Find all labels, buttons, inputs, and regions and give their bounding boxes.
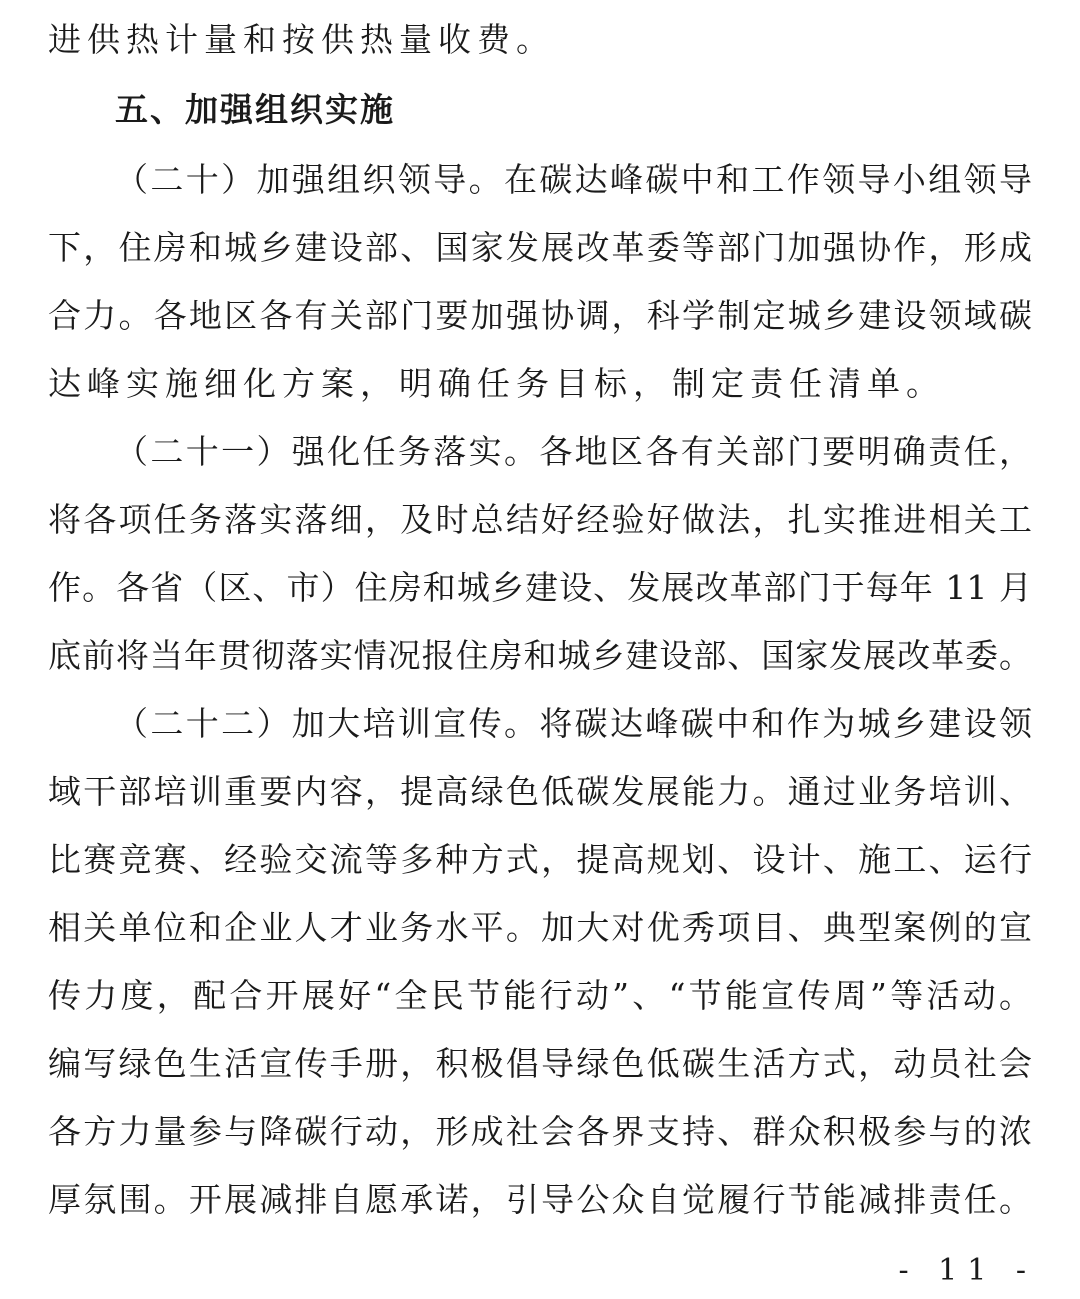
text-line-4: 合力。各地区各有关部门要加强协调，科学制定城乡建设领域碳: [48, 296, 1032, 335]
text-line-14: 传力度，配合开展好“全民节能行动”、“节能宣传周”等活动。: [48, 976, 1032, 1015]
section-heading: 五、加强组织实施: [115, 90, 395, 129]
text-line-13: 相关单位和企业人才业务水平。加大对优秀项目、典型案例的宣: [48, 908, 1032, 947]
text-line-11: 域干部培训重要内容，提高绿色低碳发展能力。通过业务培训、: [48, 772, 1032, 811]
text-line-15: 编写绿色生活宣传手册，积极倡导绿色低碳生活方式，动员社会: [48, 1044, 1032, 1083]
text-line-16: 各方力量参与降碳行动，形成社会各界支持、群众积极参与的浓: [48, 1112, 1032, 1151]
text-line-9: 底前将当年贯彻落实情况报住房和城乡建设部、国家发展改革委。: [48, 636, 1032, 675]
text-line-6: （二十一）强化任务落实。各地区各有关部门要明确责任，: [115, 432, 1032, 471]
text-line-1: 进供热计量和按供热量收费。: [48, 20, 555, 59]
text-line-10: （二十二）加大培训宣传。将碳达峰碳中和作为城乡建设领: [115, 704, 1032, 743]
text-line-12: 比赛竞赛、经验交流等多种方式，提高规划、设计、施工、运行: [48, 840, 1032, 879]
text-line-3: 下，住房和城乡建设部、国家发展改革委等部门加强协作，形成: [48, 228, 1032, 267]
text-line-8: 作。各省（区、市）住房和城乡建设、发展改革部门于每年 11 月: [48, 568, 1032, 607]
text-line-2: （二十）加强组织领导。在碳达峰碳中和工作领导小组领导: [115, 160, 1032, 199]
text-line-5: 达峰实施细化方案，明确任务目标，制定责任清单。: [48, 364, 945, 403]
text-line-7: 将各项任务落实落细，及时总结好经验好做法，扎实推进相关工: [48, 500, 1032, 539]
page-number: - 11 -: [898, 1253, 1036, 1288]
text-line-17: 厚氛围。开展减排自愿承诺，引导公众自觉履行节能减排责任。: [48, 1180, 1032, 1219]
